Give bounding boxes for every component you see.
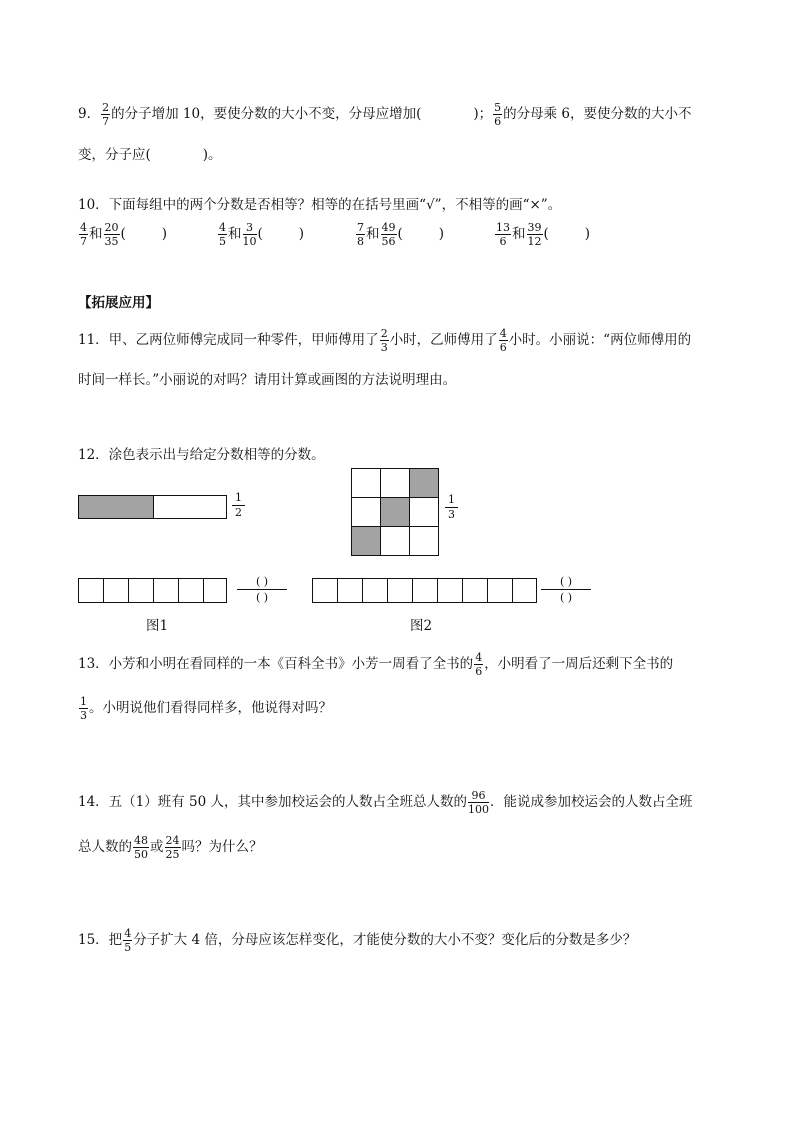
question-11-line1: 11．甲、乙两位师傅完成同一种零件，甲师傅用了 $\frac{2}{3}$ 小时，乙师傅用了 $\frac{4}{6}$ 小时。小丽说：“两位师傅用的 bbox=[78, 327, 692, 354]
fraction: $\frac{3}{10}$ bbox=[242, 221, 257, 248]
fraction: $\frac{24}{25}$ bbox=[165, 834, 180, 861]
fraction: $\frac{7}{8}$ bbox=[357, 221, 364, 248]
fig2-answer-bar[interactable] bbox=[312, 578, 537, 603]
fraction: $\frac{2}{3}$ bbox=[380, 327, 388, 354]
fraction: $\frac{5}{6}$ bbox=[494, 101, 502, 128]
bar-cell[interactable] bbox=[204, 579, 226, 602]
bar-cell[interactable] bbox=[129, 579, 154, 602]
fraction: $\frac{4}{6}$ bbox=[499, 327, 507, 354]
fig1-shaded-part bbox=[79, 496, 154, 518]
fraction: $\frac{4}{5}$ bbox=[219, 221, 226, 248]
grid-cell-shaded bbox=[410, 469, 439, 498]
bar-cell[interactable] bbox=[338, 579, 363, 602]
grid-cell bbox=[352, 498, 381, 527]
fraction: $\frac{39}{12}$ bbox=[527, 221, 542, 248]
bar-cell[interactable] bbox=[463, 579, 488, 602]
question-10-text: 10．下面每组中的两个分数是否相等？相等的在括号里画“√”，不相等的画“×”。 bbox=[78, 197, 562, 213]
fraction: $\frac{13}{6}$ bbox=[496, 221, 510, 248]
grid-cell bbox=[410, 527, 439, 556]
bar-cell[interactable] bbox=[104, 579, 129, 602]
fraction: $\frac{20}{35}$ bbox=[104, 221, 119, 248]
bar-cell[interactable] bbox=[363, 579, 388, 602]
grid-cell bbox=[410, 498, 439, 527]
answer-bracket[interactable]: ( ) bbox=[543, 226, 591, 242]
bar-cell[interactable] bbox=[79, 579, 104, 602]
grid-cell-shaded bbox=[352, 527, 381, 556]
bar-cell[interactable] bbox=[488, 579, 513, 602]
fraction: $\frac{4}{5}$ bbox=[124, 927, 132, 954]
fig1-answer-bar[interactable] bbox=[78, 578, 227, 603]
fraction-pair: $\frac{4}{5}$ 和 $\frac{3}{10}$ ( ) bbox=[219, 221, 305, 248]
grid-cell bbox=[381, 469, 410, 498]
question-13-line2: $\frac{1}{3}$ 。小明说他们看得同样多，他说得对吗？ bbox=[80, 695, 332, 722]
fig2-given-grid bbox=[351, 468, 439, 556]
question-14-line2: 总人数的 $\frac{48}{50}$ 或 $\frac{24}{25}$ 吗？为什么？ bbox=[78, 834, 263, 861]
question-9-line2: 变，分子应( )。 bbox=[78, 147, 222, 163]
bar-cell[interactable] bbox=[154, 579, 179, 602]
question-11-line2: 时间一样长。”小丽说的对吗？请用计算或画图的方法说明理由。 bbox=[78, 372, 457, 388]
fraction-pair: $\frac{13}{6}$ 和 $\frac{39}{12}$ ( ) bbox=[496, 221, 591, 248]
answer-bracket[interactable]: ( ) bbox=[397, 226, 445, 242]
fraction: $\frac{96}{100}$ bbox=[468, 789, 490, 816]
grid-cell bbox=[352, 469, 381, 498]
answer-bracket[interactable]: ( ) bbox=[120, 226, 168, 242]
fig1-given-bar bbox=[78, 495, 227, 519]
bar-cell[interactable] bbox=[438, 579, 463, 602]
question-14-line1: 14．五（1）班有 50 人，其中参加校运会的人数占全班总人数的 $\frac{96}{100}$ ．能说成参加校运会的人数占全班 bbox=[78, 789, 693, 816]
fig2-caption: 图2 bbox=[410, 618, 433, 634]
bar-cell[interactable] bbox=[388, 579, 413, 602]
fraction-pair: $\frac{4}{7}$ 和 $\frac{20}{35}$ ( ) bbox=[80, 221, 168, 248]
fig1-given-fraction: $\frac{1}{2}$ bbox=[232, 492, 245, 518]
grid-cell bbox=[381, 527, 410, 556]
question-12-text: 12．涂色表示出与给定分数相等的分数。 bbox=[78, 447, 325, 463]
question-13-line1: 13．小芳和小明在看同样的一本《百科全书》小芳一周看了全书的 $\frac{4}{6}$ ，小明看了一周后还剩下全书的 bbox=[78, 651, 674, 678]
bar-cell[interactable] bbox=[179, 579, 204, 602]
fraction: $\frac{4}{6}$ bbox=[475, 651, 483, 678]
fraction-pair: $\frac{7}{8}$ 和 $\frac{49}{56}$ ( ) bbox=[357, 221, 445, 248]
answer-bracket[interactable]: ( ) bbox=[257, 226, 305, 242]
fraction: $\frac{4}{7}$ bbox=[80, 221, 87, 248]
fraction: $\frac{1}{3}$ bbox=[80, 695, 87, 722]
fig2-given-fraction: $\frac{1}{3}$ bbox=[445, 494, 458, 520]
section-heading: 【拓展应用】 bbox=[78, 295, 159, 311]
fraction: $\frac{48}{50}$ bbox=[134, 834, 148, 861]
fraction: $\frac{49}{56}$ bbox=[381, 221, 396, 248]
fig1-answer-fraction[interactable]: ( ) ( ) bbox=[237, 576, 287, 603]
question-15: 15．把 $\frac{4}{5}$ 分子扩大 4 倍，分母应该怎样变化，才能使分数的大小不变？变化后的分数是多少？ bbox=[78, 927, 637, 954]
bar-cell[interactable] bbox=[513, 579, 536, 602]
grid-cell-shaded bbox=[381, 498, 410, 527]
bar-cell[interactable] bbox=[313, 579, 338, 602]
fig2-answer-fraction[interactable]: ( ) ( ) bbox=[541, 576, 591, 603]
question-9-line1: 9． $\frac{2}{7}$ 的分子增加 10，要使分数的大小不变，分母应增加( )； $\frac{5}{6}$ 的分母乘 6，要使分数的大小不 bbox=[78, 101, 692, 128]
fig1-caption: 图1 bbox=[146, 618, 169, 634]
fraction: $\frac{2}{7}$ bbox=[102, 101, 110, 128]
bar-cell[interactable] bbox=[413, 579, 438, 602]
